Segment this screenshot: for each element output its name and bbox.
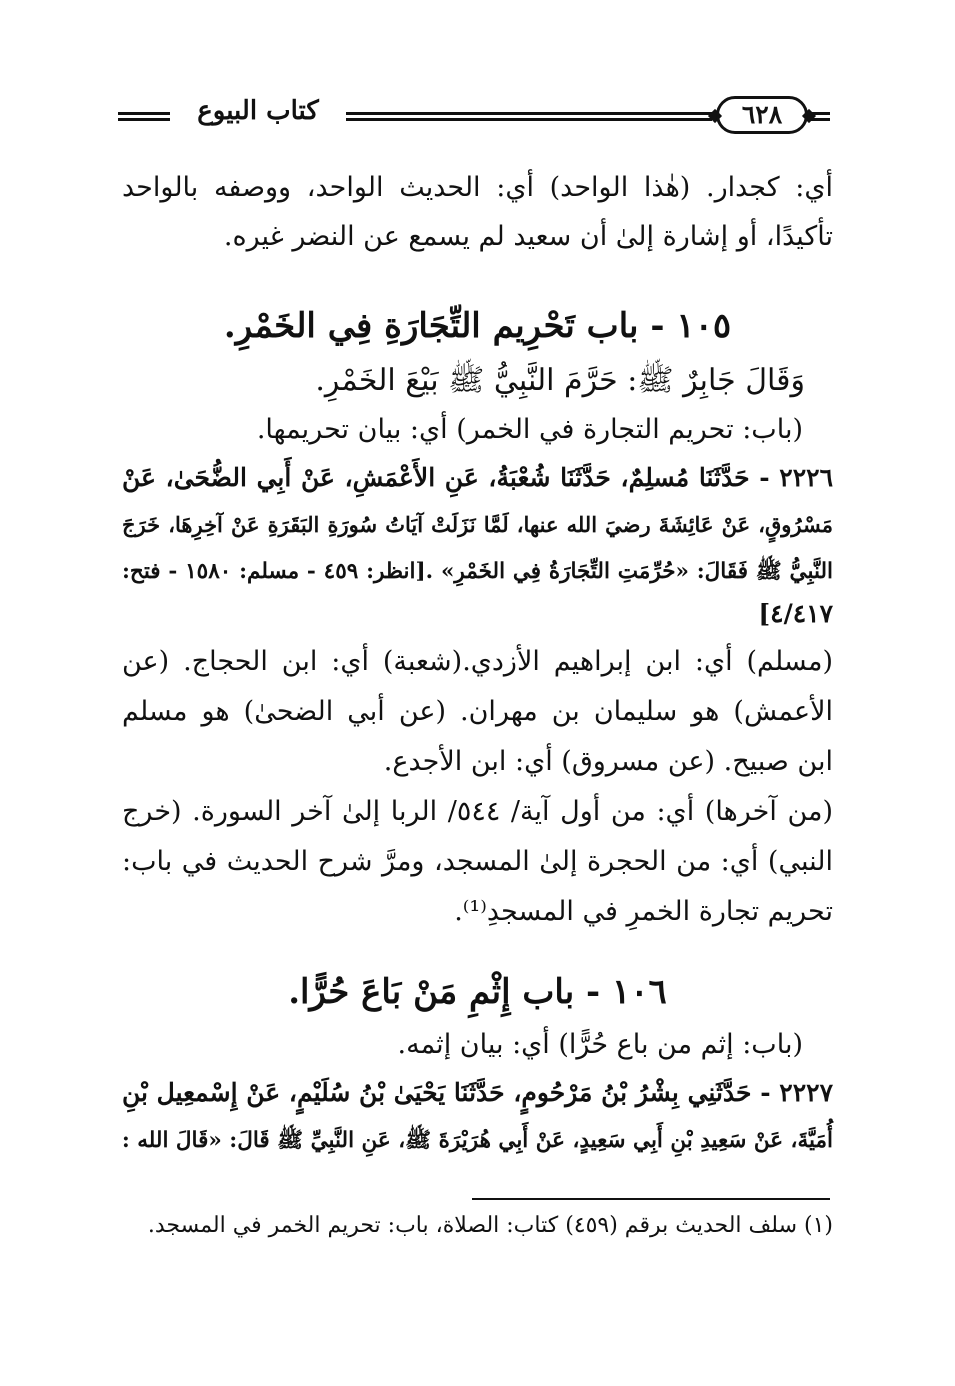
commentary-line: النبي) أي: من الحجرة إلىٰ المسجد، ومرَّ شرح الحديث في باب: (122, 846, 833, 877)
hadith-line: النَّبِيُّ ﷺ فَقَالَ: «حُرِّمَتِ التِّجَارَةُ فِي الخَمْرِ» .[انظر: ٤٥٩ - مسلم: ١٥٨٠ - فتح: (122, 559, 833, 584)
hadith-line: ٢٢٢٦ - حَدَّثَنَا مُسلِمٌ، حَدَّثَنَا شُعْبَةُ، عَنِ الأَعْمَشِ، عَنْ أَبِي الضُّحَىٰ، عَنْ (122, 463, 833, 492)
hadith-reference: ٤/٤١٧] (758, 599, 833, 628)
page-number: ٦٢٨ (716, 96, 808, 134)
chapter-quote: وَقَالَ جَابِرٌ ﷺ: حَرَّمَ النَّبِيُّ ﷺ بَيْعَ الخَمْرِ. (315, 363, 805, 398)
intro-line: أي: كجدار. (هٰذا الواحد) أي: الحديث الواحد، ووصفه بالواحد (122, 172, 833, 203)
header-rule-middle (346, 112, 712, 121)
commentary-line: تحريم تجارة الخمرِ في المسجدِ⁽¹⁾. (454, 896, 833, 927)
book-title: كتاب البيوع (197, 96, 319, 126)
footnote: (١) سلف الحديث برقم (٤٥٩) كتاب: الصلاة، باب: تحريم الخمر في المسجد. (147, 1213, 833, 1238)
commentary-line: ابن صبيح. (عن مسروق) أي: ابن الأجدع. (383, 746, 833, 777)
header-rule-left (118, 112, 170, 121)
commentary-line: الأعمش) هو سليمان بن مهران. (عن أبي الضحىٰ) هو مسلم (122, 696, 833, 727)
chapter-heading: ١٠٦ - باب إِثْمِ مَنْ بَاعَ حُرًّا. (288, 972, 667, 1012)
chapter-explanation: (باب: إثم من باع حُرًّا) أي: بيان إثمه. (397, 1029, 803, 1060)
commentary-line: (مسلم) أي: ابن إبراهيم الأزدي.(شعبة) أي: ابن الحجاج. (عن (122, 646, 833, 677)
hadith-line: ٢٢٢٧ - حَدَّثَنِي بِشْرُ بْنُ مَرْحُومٍ، حَدَّثَنَا يَحْيَىٰ بْنُ سُلَيْمٍ، عَنْ إِسْمعِيل بْنِ (121, 1078, 833, 1107)
footnote-separator (472, 1198, 830, 1200)
intro-line: تأكيدًا، أو إشارة إلىٰ أن سعيد لم يسمع عن النضر غيره. (223, 221, 833, 252)
hadith-line: مَسْرُوقٍ، عَنْ عَائِشَةَ رضيَ الله عنها، لَمَّا نَزَلَتْ آيَاتُ سُورَةِ البَقَرَةِ عَنْ آخِرِهَا، خَرَجَ (122, 512, 833, 537)
running-header (118, 92, 830, 144)
header-rule-right (810, 112, 830, 121)
chapter-heading: ١٠٥ - باب تَحْرِيم التِّجَارَةِ فِي الخَمْرِ. (223, 306, 732, 346)
chapter-explanation: (باب: تحريم التجارة في الخمر) أي: بيان تحريمها. (256, 414, 803, 445)
hadith-line: أُمَيَّةَ، عَنْ سَعِيدِ بْنِ أَبِي سَعِيدٍ، عَنْ أَبِي هُرَيْرَةَ ﷺ، عَنِ النَّبِيِّ ﷺ قَالَ: «قَالَ الله : (121, 1128, 833, 1153)
commentary-line: (من آخرها) أي: من أول آية/ ٥٤٤/ الربا إلىٰ آخر السورة. (خرج (122, 796, 834, 827)
